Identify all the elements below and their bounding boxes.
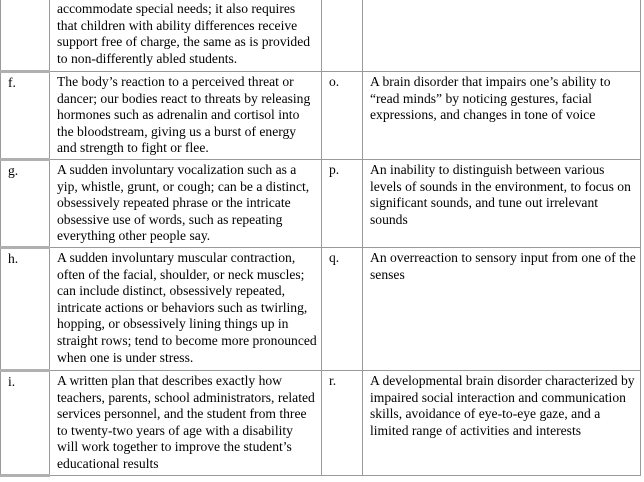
row-description: A written plan that describes exactly how teachers, parents, school administrators, related services personnel, and the student from three to twenty-two years of age with a disability will work together to improve the student’s educational results	[50, 371, 322, 476]
row-description: accommodate special needs; it also requires that children with ability differences receive support free of charge, the same as is provided to non-differently abled students.	[50, 0, 322, 72]
table-row	[1, 160, 641, 248]
term-letter: r.	[322, 371, 363, 476]
term-definition	[363, 0, 641, 72]
term-definition: An overreaction to sensory input from one of the senses	[363, 248, 641, 371]
row-letter: i.	[1, 371, 50, 476]
term-definition: A developmental brain disorder characterized by impaired social interaction and communication skills, avoidance of eye-to-eye gaze, and a limited range of activities and interests	[363, 371, 641, 476]
table-row	[1, 248, 641, 371]
term-letter	[322, 0, 363, 72]
table-row	[1, 0, 641, 72]
table-row	[1, 72, 641, 160]
term-definition: An inability to distinguish between various levels of sounds in the environment, to focus on significant sounds, and tune out irrelevant sounds	[363, 160, 641, 248]
row-letter: f.	[1, 72, 50, 160]
term-letter: p.	[322, 160, 363, 248]
term-definition: A brain disorder that impairs one’s ability to “read minds” by noticing gestures, facial expressions, and changes in tone of voice	[363, 72, 641, 160]
row-letter: g.	[1, 160, 50, 248]
row-description: A sudden involuntary vocalization such as a yip, whistle, grunt, or cough; can be a distinct, obsessively repeated phrase or the intricate obsessive use of words, such as repeating everything other people say.	[50, 160, 322, 248]
row-description: The body’s reaction to a perceived threat or dancer; our bodies react to threats by releasing hormones such as adrenalin and cortisol into the bloodstream, giving us a burst of energy and strength to fight or flee.	[50, 72, 322, 160]
term-letter: o.	[322, 72, 363, 160]
row-letter	[1, 0, 50, 72]
term-letter: q.	[322, 248, 363, 371]
row-letter: h.	[1, 248, 50, 371]
table-row	[1, 371, 641, 476]
row-description: A sudden involuntary muscular contraction, often of the facial, shoulder, or neck muscles; can include distinct, obsessively repeated, intricate actions or behaviors such as twirling, hopping, or obsessively lining things up in straight rows; tend to become more pronounced when one is under stress.	[50, 248, 322, 371]
